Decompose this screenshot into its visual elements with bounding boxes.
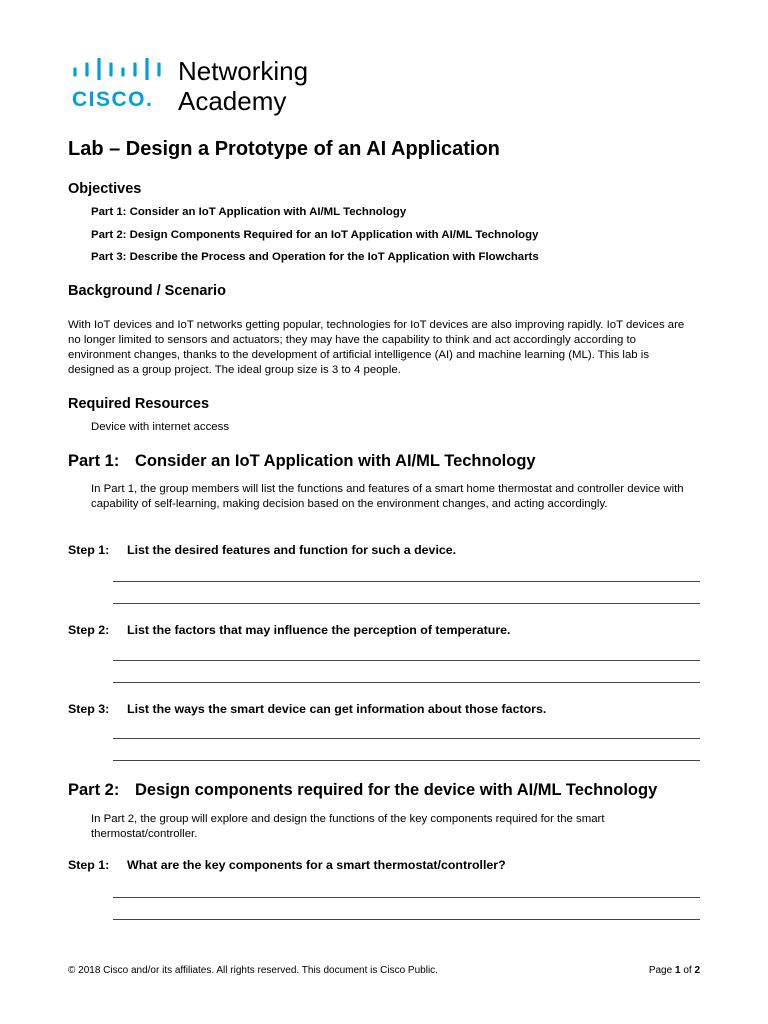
part1-title: Consider an IoT Application with AI/ML Technology [135, 452, 536, 470]
page-label: Page [648, 965, 673, 976]
step-number: Step 2: [68, 623, 110, 637]
part1-heading [68, 451, 536, 472]
page-of: of [683, 965, 692, 976]
resource-item: Device with internet access [91, 421, 230, 433]
brand-line-networking: Networking [178, 56, 309, 86]
part1-step3 [68, 701, 546, 717]
page-current: 1 [674, 965, 681, 976]
background-text: With IoT devices and IoT networks getting popular, technologies for IoT devices are also improving rapidly. IoT devices are no longer limited to sensors and actuators; they may have the capability to think and act accordingly according to environment changes, thanks to the development of artificial intelligence (AI) and machine learning (ML). This lab is designed as a group project. The ideal group size is 3 to 4 people. [68, 319, 685, 376]
objective-item: Part 2: Design Components Required for an IoT Application with AI/ML Technology [91, 229, 539, 241]
step-text: List the factors that may influence the perception of temperature. [127, 623, 511, 637]
part2-step1 [68, 857, 506, 873]
step-text: List the desired features and function for such a device. [127, 543, 457, 557]
answer-line[interactable] [113, 738, 700, 739]
background-heading: Background / Scenario [68, 283, 226, 299]
cisco-wordmark: CISCO. [72, 88, 154, 111]
part1-step2 [68, 622, 511, 638]
answer-line[interactable] [113, 760, 700, 761]
part1-intro: In Part 1, the group members will list the functions and features of a smart home thermostat and controller device with capability of self-learning, making decision based on the environment changes, and acting accordingly. [91, 483, 684, 510]
objective-item: Part 1: Consider an IoT Application with AI/ML Technology [91, 206, 407, 218]
step-number: Step 3: [68, 702, 110, 716]
step-number: Step 1: [68, 858, 110, 872]
page-total: 2 [694, 965, 700, 976]
part2-intro: In Part 2, the group will explore and design the functions of the key components required for the smart thermostat/controller. [91, 813, 605, 840]
part2-heading [68, 780, 657, 801]
footer-page-number [580, 964, 700, 977]
part2-title: Design components required for the device with AI/ML Technology [135, 781, 658, 799]
step-text: What are the key components for a smart thermostat/controller? [127, 858, 506, 872]
part1-number: Part 1: [68, 452, 120, 470]
step-number: Step 1: [68, 543, 110, 557]
answer-line[interactable] [113, 919, 700, 920]
step-text: List the ways the smart device can get information about those factors. [127, 702, 547, 716]
resources-heading: Required Resources [68, 396, 210, 412]
answer-line[interactable] [113, 660, 700, 661]
part2-number: Part 2: [68, 781, 120, 799]
answer-line[interactable] [113, 897, 700, 898]
document-title: Lab – Design a Prototype of an AI Application [68, 138, 500, 160]
part1-step1 [68, 542, 456, 558]
answer-line[interactable] [113, 581, 700, 582]
objectives-heading: Objectives [68, 181, 142, 197]
answer-line[interactable] [113, 603, 700, 604]
brand-line-academy: Academy [178, 86, 287, 116]
objective-item: Part 3: Describe the Process and Operation for the IoT Application with Flowcharts [91, 251, 539, 263]
answer-line[interactable] [113, 682, 700, 683]
cisco-bars-icon [72, 58, 166, 80]
footer-copyright: © 2018 Cisco and/or its affiliates. All rights reserved. This document is Cisco Public. [68, 965, 438, 976]
